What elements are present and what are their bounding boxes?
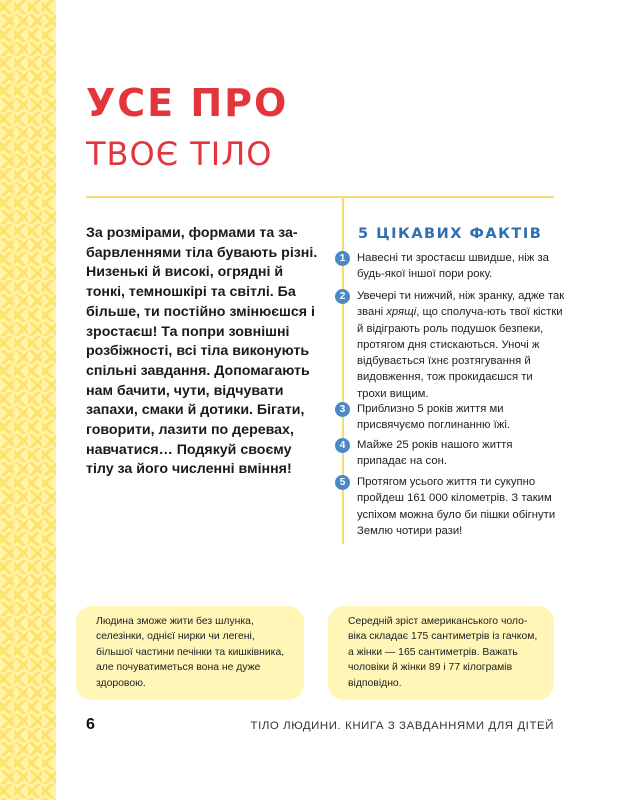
page-title-line1: УСЕ ПРО	[86, 81, 289, 125]
fact-item-1	[335, 250, 565, 283]
fact-number-badge: 4	[335, 438, 350, 453]
book-title-footer: ТІЛО ЛЮДИНИ. КНИГА З ЗАВДАННЯМИ ДЛЯ ДІТЕЙ	[250, 720, 554, 732]
horizontal-divider	[86, 196, 554, 198]
page-number: 6	[86, 716, 95, 733]
fact-text: Протягом усього життя ти сукупно пройдеш 161 000 кілометрів. З таким успіхом можна було би пішки обігнути Землю чотири рази!	[357, 476, 556, 537]
facts-heading: 5 ЦІКАВИХ ФАКТІВ	[358, 226, 543, 242]
page-title-line2: ТВОЄ ТІЛО	[86, 135, 273, 173]
fact-number-badge: 1	[335, 251, 350, 266]
fact-number-badge: 2	[335, 289, 350, 304]
fact-number-badge: 3	[335, 402, 350, 417]
fact-text: Увечері ти нижчий, ніж зранку, адже так звані хрящі, що сполуча-ють твої кістки й відіграють роль подушок безпеки, протягом дня стискаються. Уночі ж відбувається їхнє розтягування й видовження, тож прокидаєшся ти трохи вищим.	[357, 290, 565, 400]
fact-text: Майже 25 років нашого життя припадає на сон.	[357, 439, 513, 468]
fact-item-3	[335, 401, 565, 434]
zigzag-side-strip	[0, 0, 56, 800]
fact-item-2	[335, 288, 565, 402]
fact-item-5	[335, 474, 565, 539]
fact-term: хрящі	[386, 306, 417, 319]
fact-text: Приблизно 5 років життя ми присвячуємо поглинанню їжі.	[357, 403, 510, 432]
info-box-right: Середній зріст американського чоло-віка складає 175 сантиметрів із гачком, а жінки — 165 сантиметрів. Важать чоловіки й жінки 89 і 77 кілограмів відповідно.	[328, 606, 554, 700]
fact-item-4	[335, 437, 565, 470]
fact-text: Навесні ти зростаєш швидше, ніж за будь-якої іншої пори року.	[357, 252, 549, 281]
info-box-left: Людина зможе жити без шлунка, селезінки, однієї нирки чи легені, більшої частини печінки та кишківника, але почуватиметься вона не дуже здоровою.	[76, 606, 304, 700]
fact-number-badge: 5	[335, 475, 350, 490]
intro-paragraph: За розмірами, формами та за-барвленнями тіла бувають різні. Низенькі й високі, огрядні й тонкі, темношкірі та світлі. Ба більше, ти постійно змінюєшся і зростаєш! Та попри зовнішні розбіжності, всі тіла виконують спільні завдання. Допомагають нам бачити, чути, відчувати запахи, смаки й дотики. Бігати, говорити, лазити по деревах, навчатися… Подякуй своєму тілу за його численні вміння!	[86, 225, 318, 478]
